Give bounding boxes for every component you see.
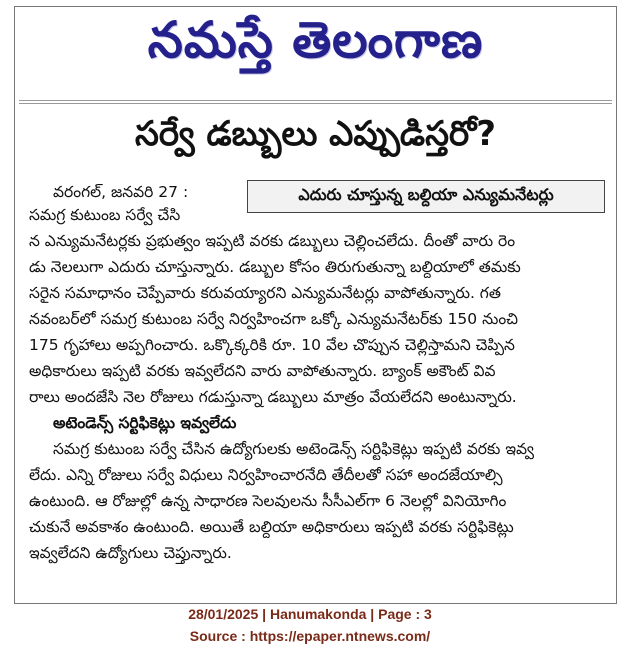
paragraph2-line: చుకునే అవకాశం ఉంటుంది. అయితే బల్దియా అధికారులు ఇప్పటి వరకు సర్టిఫికెట్లు [29, 518, 514, 536]
paragraph1-line: సరైన సమాధానం చెప్పేవారు కరువయ్యారని ఎన్యుమనేటర్లు వాపోతున్నారు. గత [29, 284, 501, 302]
paragraph1-line: న ఎన్యుమనేటర్లకు ప్రభుత్వం ఇప్పటి వరకు డబ్బులు చెల్లించలేదు. దీంతో వారు రెం [29, 232, 516, 250]
masthead-title: నమస్తే తెలంగాణ [147, 10, 484, 69]
paragraph2-line: ఉంటుంది. ఆ రోజుల్లో ఉన్న సాధారణ సెలవులను సీసీఎల్‌గా 6 నెలల్లో వినియోగిం [29, 492, 507, 510]
article-body [29, 228, 609, 566]
article-subheading: ఎదురు చూస్తున్న బల్దియా ఎన్యుమనేటర్లు [298, 185, 554, 204]
paragraph1-line: డు నెలలుగా ఎదురు చూస్తున్నారు. డబ్బుల కోసం తిరుగుతున్నా బల్దియాలో తమకు [29, 258, 521, 276]
paragraph1-line: నవంబర్‌లో సమగ్ర కుటుంబ సర్వే నిర్వహించగా ఒక్కో ఎన్యుమనేటర్‌కు 150 నుంచి [29, 310, 519, 328]
footer-meta-line: 28/01/2025 | Hanumakonda | Page : 3 [188, 606, 432, 622]
article-subheading-box [247, 180, 605, 213]
article-headline: సర్వే డబ్బులు ఎప్పుడిస్తరో? [135, 114, 496, 154]
masthead-divider [19, 100, 612, 104]
source-footer [0, 603, 620, 647]
newspaper-clipping [14, 6, 617, 604]
masthead [15, 7, 616, 85]
paragraph2-line: సమగ్ర కుటుంబ సర్వే చేసిన ఉద్యోగులకు అటెండెన్స్ సర్టిఫికెట్లు ఇప్పటి వరకు ఇవ్వ [53, 440, 534, 458]
paragraph2-line: లేదు. ఎన్ని రోజులు సర్వే విధులు నిర్వహించారనేది తేదీలతో సహా అందజేయాల్సి [29, 466, 503, 484]
paragraph1-line: అధికారులు ఇప్పటి వరకు ఇవ్వలేదని వారు వాపోతున్నారు. బ్యాంక్ అకౌంట్ వివ [29, 362, 496, 380]
article-subhead-2: అటెండెన్స్ సర్టిఫికెట్లు ఇవ్వలేదు [53, 414, 237, 432]
paragraph1-line: 175 గృహాలు అప్పగించారు. ఒక్కొక్కరికి రూ. 10 వేల చొప్పున చెల్లిస్తామని చెప్పిన [29, 336, 515, 354]
paragraph1-line: రాలు అందజేసి నెల రోజులు గడుస్తున్నా డబ్బులు మాత్రం వేయలేదని అంటున్నారు. [29, 388, 517, 406]
article-dateline: వరంగల్, జనవరి 27 : [53, 183, 189, 201]
footer-source-line: Source : https://epaper.ntnews.com/ [189, 628, 431, 644]
article-lead-line: సమగ్ర కుటుంబ సర్వే చేసి [29, 206, 181, 224]
paragraph2-line: ఇవ్వలేదని ఉద్యోగులు చెప్తున్నారు. [29, 544, 232, 562]
